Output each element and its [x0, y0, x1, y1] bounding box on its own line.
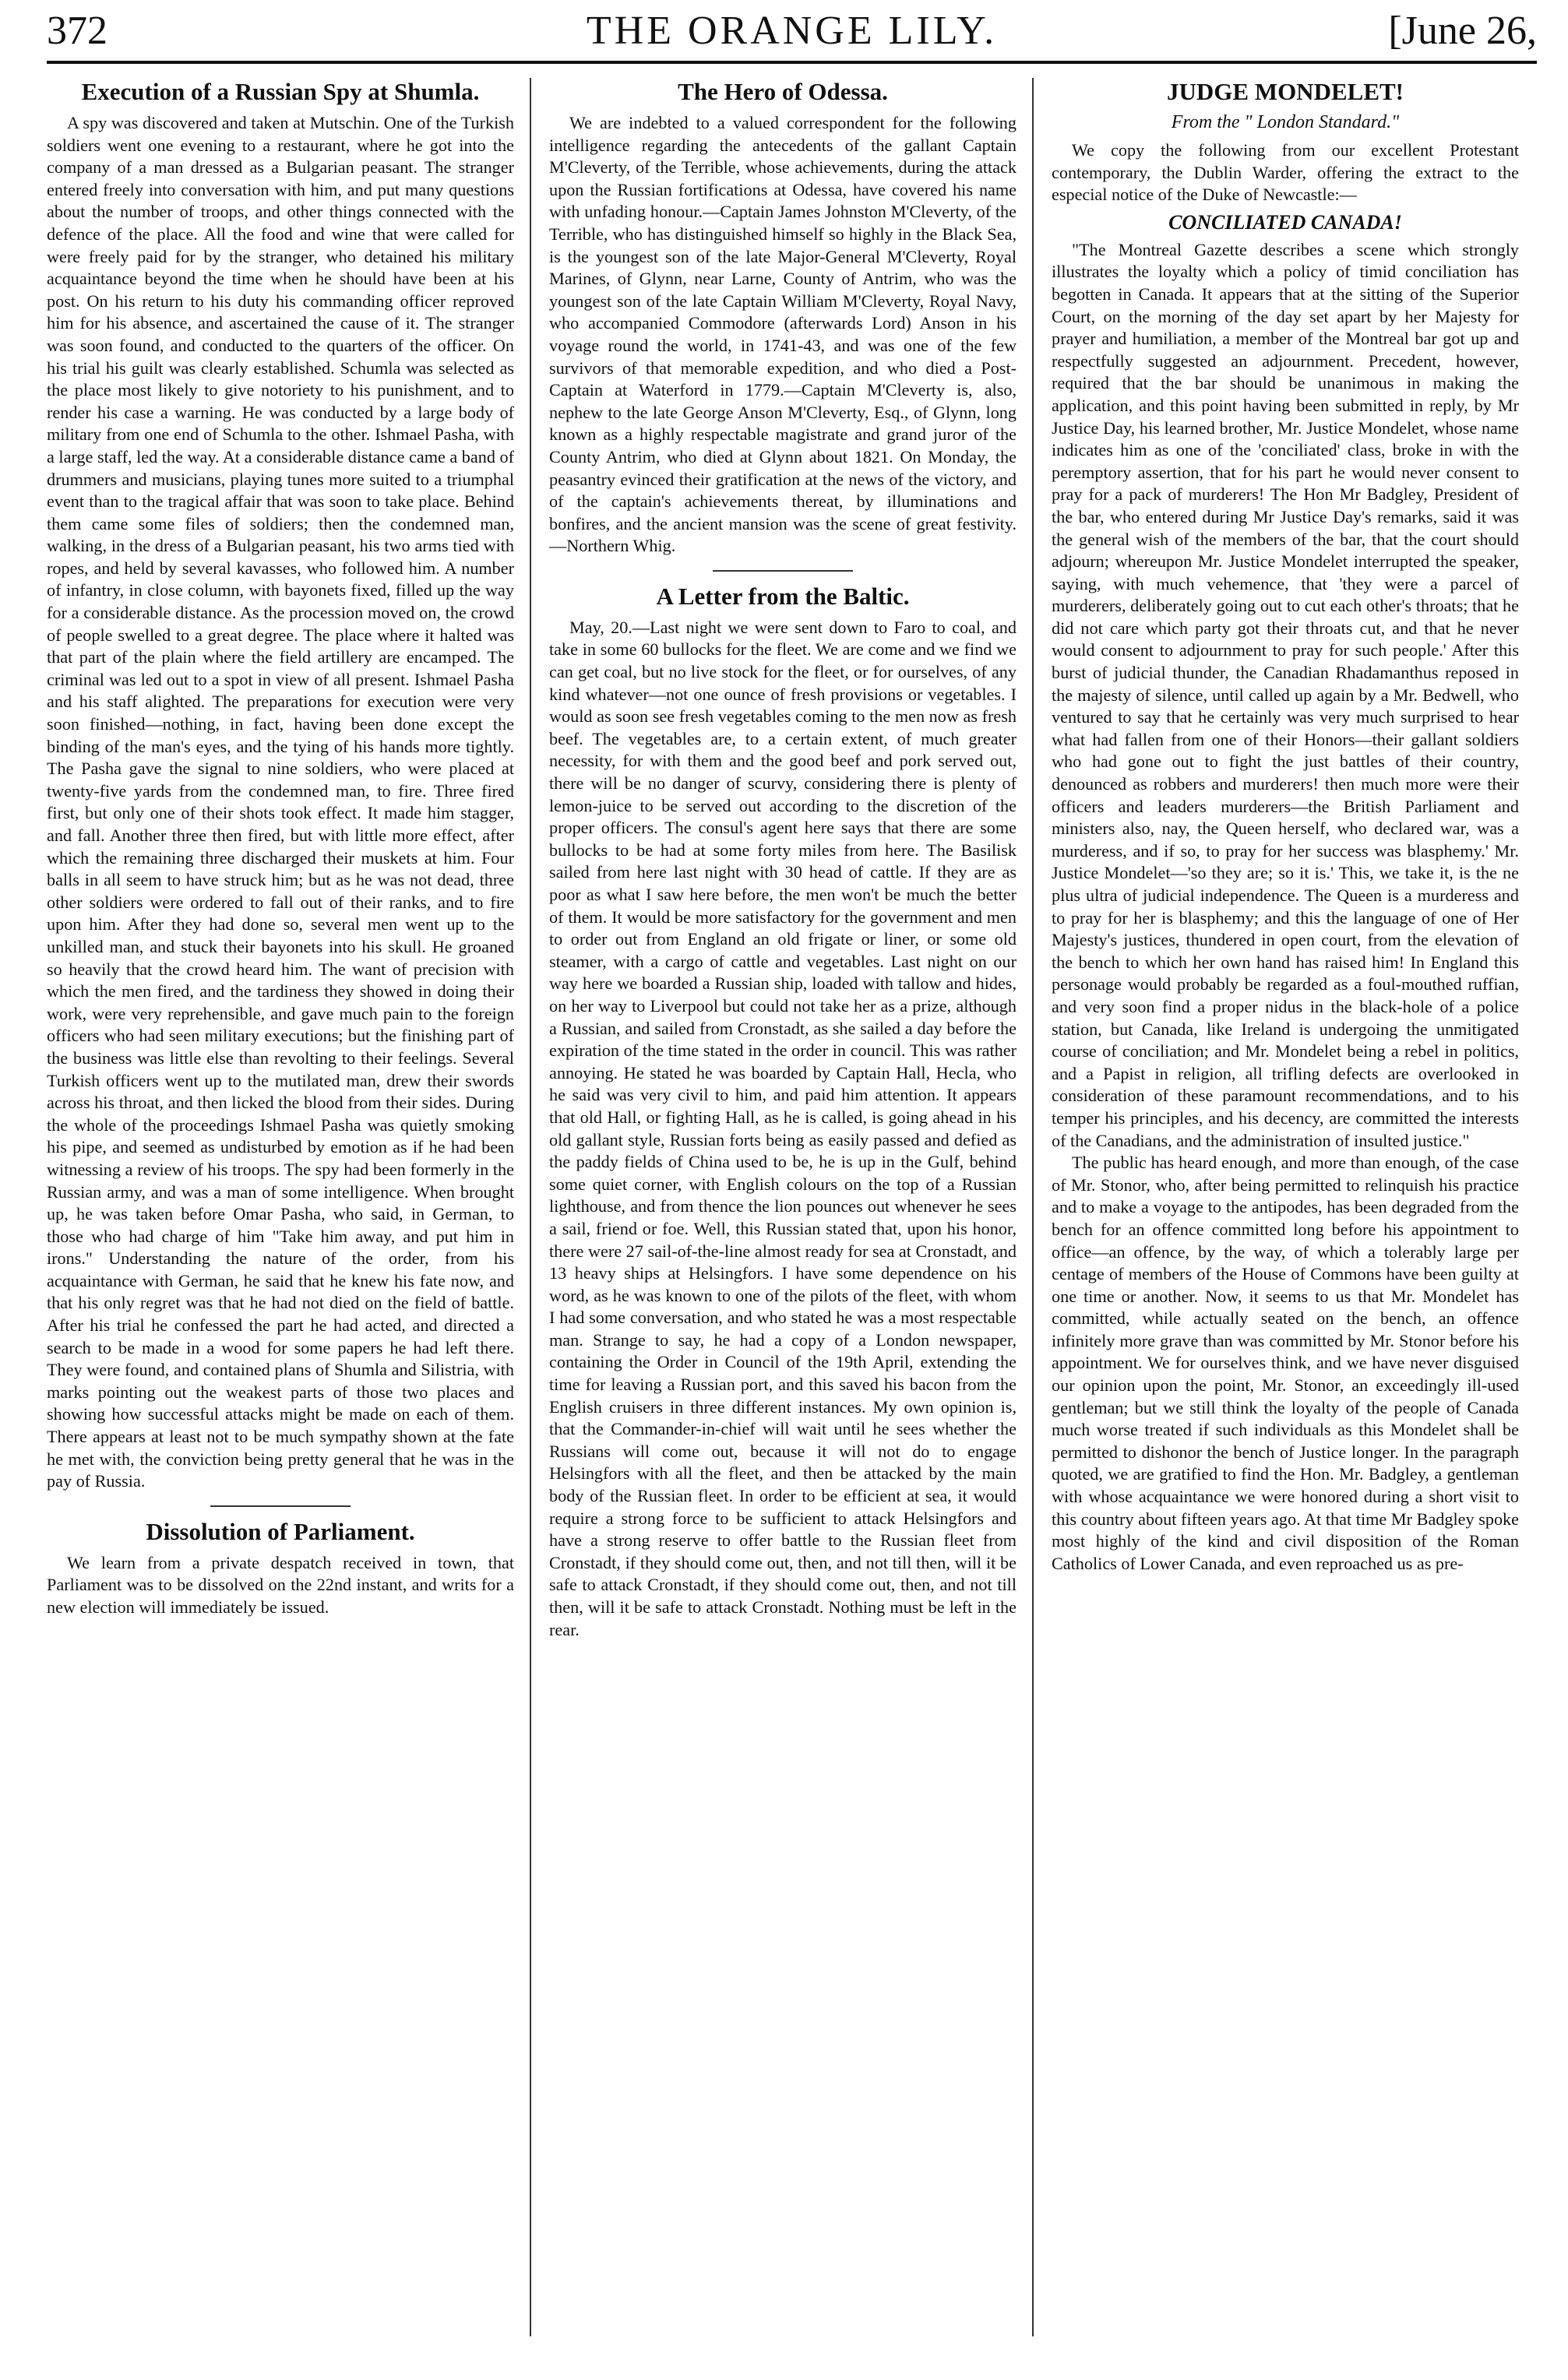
- article-judge-mondelet: [1052, 78, 1519, 1575]
- article-paragraph: We learn from a private despatch received in town, that Parliament was to be dissolved on the 22nd instant, and writs for a new election will immediately be issued.: [47, 1552, 514, 1617]
- column-3: [1052, 78, 1519, 2336]
- issue-date: [June 26,: [1388, 9, 1537, 53]
- article-paragraph: We are indebted to a valued correspondent for the following intelligence regarding the antecedents of the gallant Captain M'Cleverty, of the Terrible, whose achievements, during the attack upon the Russian fortifications at Odessa, have covered his name with unfading honour.—Captain James Johnston M'Cleverty, of the Terrible, who has distinguished himself so highly in the Black Sea, is the youngest son of the late Major-General M'Cleverty, Royal Marines, of Glynn, near Larne, County of Antrim, who was the youngest son of the late Captain William M'Cleverty, Royal Navy, who accompanied Commodore (afterwards Lord) Anson in his voyage round the world, in 1741-43, and was one of the few survivors of that memorable expedition, and who died a Post-Captain at Waterford in 1779.—Captain M'Cleverty is, also, nephew to the late George Anson M'Cleverty, Esq., of Glynn, long known as a highly respectable magistrate and grand juror of the County Antrim, who died at Glynn about 1821. On Monday, the peasantry evinced their gratification at the news of the victory, and of the captain's achievements thereat, by illuminations and bonfires, and the ancient mansion was the scene of great festivity.—Northern Whig.: [549, 113, 1017, 556]
- article-dissolution: [47, 1518, 514, 1619]
- masthead: [47, 6, 1537, 56]
- article-paragraph: We copy the following from our excellent Protestant contemporary, the Dublin Warder, offering the extract to the especial notice of the Duke of Newcastle:—: [1052, 140, 1519, 205]
- headline: Execution of a Russian Spy at Shumla.: [81, 78, 480, 105]
- article-paragraph: The public has heard enough, and more than enough, of the case of Mr. Stonor, who, after being permitted to relinquish his practice and to make a voyage to the antipodes, has been degraded from the bench for an offence committed long before his appointment to office—an offence, by the way, of which a tolerably large per centage of members of the House of Commons have been guilty at one time or another. Now, it seems to us that Mr. Mondelet has committed, while actually seated on the bench, an offence infinitely more grave than was committed by Mr. Stonor before his appointment. We for ourselves think, and we have never disguised our opinion upon the point, Mr. Stonor, an exceedingly ill-used gentleman; but we still think the loyalty of the people of Canada much worse treated if such individuals as this Mondelet shall be permitted to dishonor the bench of Justice longer. In the paragraph quoted, we are gratified to find the Hon. Mr. Badgley, a gentleman with whose acquaintance we were honored during a short visit to this country about fifteen years ago. At that time Mr Badgley spoke most highly of the kind and civil disposition of the Roman Catholics of Lower Canada, and even reproached us as pre-: [1052, 1153, 1519, 1573]
- headline: JUDGE MONDELET!: [1167, 78, 1404, 105]
- article-separator: [713, 570, 853, 572]
- article-paragraph: May, 20.—Last night we were sent down to Faro to coal, and take in some 60 bullocks for the fleet. We are come and we find we can get coal, but no live stock for the fleet, or for ourselves, of any kind whatever—not one ounce of fresh provisions or vegetables. I would as soon see fresh vegetables coming to the men now as fresh beef. The vegetables are, to a certain extent, of much greater necessity, for with them and the good beef and pork served out, there will be no danger of scurvy, considering there is plenty of lemon-juice to be served out according to the discretion of the proper officers. The consul's agent here says that there are some bullocks to be had at some forty miles from here. The Basilisk sailed from here last night with 30 head of cattle. If they are as poor as what I saw here before, the men won't be much the better of them. It would be more satisfactory for the government and men to order out from England an old frigate or liner, or some old steamer, with a cargo of cattle and vegetables. Last night on our way here we boarded a Russian ship, loaded with tallow and hides, on her way to Liverpool but could not take her as a prize, although a Russian, and sailed from Cronstadt, as she sailed a day before the expiration of the time stated in the order in council. This was rather annoying. He stated he was boarded by Captain Hall, Hecla, who he said was very civil to him, and paid him attention. It appears that old Hall, or fighting Hall, as he is called, is going ahead in his old gallant style, Russian forts being as easily passed and defied as the paddy fields of China used to be, he is up in the Gulf, behind some quiet corner, with English colours on the top of a Russian lighthouse, and from thence the lion pounces out whenever he sees a sail, friend or foe. Well, this Russian stated that, upon his honor, there were 27 sail-of-the-line almost ready for sea at Cronstadt, and 13 heavy ships at Helsingfors. I have some dependence on his word, as he was known to one of the pilots of the fleet, with whom I had some conversation, and who stated he was a most respectable man. Strange to say, he had a copy of a London newspaper, containing the Order in Council of the 19th April, extending the time for leaving a Russian port, and this saved his bacon from the English cruisers in three different instances. My own opinion is, that the Commander-in-chief will wait until he sees whether the Russians will come out, because it will not do to engage Helsingfors with all the fleet, and then be attacked by the main body of the Russian fleet. In order to be efficient at sea, it would require a strong force to be sufficient to attack Helsingfors and have a strong reserve to offer battle to the Russian fleet from Cronstadt, if they should come out, then, and not till then, will it be safe to attack Cronstadt, if they should come out, then, and not till then, will it be safe to attack Cronstadt. Nothing must be left in the rear.: [549, 617, 1017, 1639]
- column-divider: [530, 78, 531, 2336]
- subheadline: CONCILIATED CANADA!: [1168, 210, 1402, 234]
- page-number: 372: [47, 9, 107, 53]
- headline: Dissolution of Parliament.: [146, 1517, 415, 1545]
- byline: From the " London Standard.": [1171, 112, 1400, 132]
- column-1: [47, 78, 514, 2336]
- article-paragraph: "The Montreal Gazette describes a scene which strongly illustrates the loyalty which a policy of timid conciliation has begotten in Canada. It appears that at the sitting of the Superior Court, on the morning of the day set apart by her Majesty for prayer and humiliation, a member of the Montreal bar got up and respectfully suggested an adjournment. Precedent, however, required that the bar should be unanimous in making the application, and this point having been submitted in reply, by Mr Justice Day, his learned brother, Mr. Justice Mondelet, whose name indicates him as one of the 'conciliated' class, broke in with the peremptory assertion, that for his part he would never consent to pray for a pack of murderers! The Hon Mr Badgley, President of the bar, who entered during Mr Justice Day's remarks, said it was the general wish of the members of the bar, that the court should adjourn; whereupon Mr. Justice Mondelet interrupted the speaker, saying, with much vehemence, that 'they were a parcel of murderers, deliberately going out to cut each other's throats; that he did not care which party got their throats cut, and that he never would consent to adjournment to pray for such people.' After this burst of judicial thunder, the Canadian Rhadamanthus reposed in the majesty of silence, until called up again by a Mr. Bedwell, who ventured to say that he certainly was very much surprised to hear what had fallen from one of their Honors—their gallant soldiers who had gone out to fight the just battles of their country, denounced as robbers and murderers! then much more were their officers and leaders murderers—the British Parliament and ministers also, nay, the Queen herself, who declared war, was a murderess, and if so, to pray for her success was blasphemy.' Mr. Justice Mondelet—'so they are; so it is.' This, we take it, is the ne plus ultra of judicial independence. The Queen is a murderess and to pray for her is blasphemy; and this the language of one of Her Majesty's justices, thundered in open court, from the elevation of the bench to which her own hand has raised him! In England this personage would probably be regarded as a foul-mouthed ruffian, and very soon find a proper nidus in the black-hole of a police station, but Canada, like Ireland is undergoing the unmitigated course of conciliation; and Mr. Mondelet being a rebel in politics, and a Papist in religion, all trifling defects are overlooked in consideration of these paramount recommendations, and to his temper his principles, and his decency, are committed the interests of the Canadians, and the administration of insulted justice.": [1052, 239, 1519, 1150]
- article-letter-baltic: [549, 583, 1017, 1641]
- column-2: [549, 78, 1017, 2336]
- headline: The Hero of Odessa.: [678, 78, 888, 105]
- paper-title: THE ORANGE LILY.: [586, 9, 998, 53]
- masthead-rule: [47, 61, 1537, 64]
- article-hero-of-odessa: [549, 78, 1017, 558]
- article-separator: [210, 1505, 351, 1507]
- article-russian-spy: [47, 78, 514, 1493]
- headline: A Letter from the Baltic.: [656, 582, 910, 610]
- column-divider: [1032, 78, 1034, 2336]
- article-paragraph: A spy was discovered and taken at Mutschin. One of the Turkish soldiers went one evening to a restaurant, where he got into the company of a man dressed as a Bulgarian peasant. The stranger entered freely into conversation with him, and put many questions about the number of troops, and other things connected with the defence of the place. All the food and wine that were called for were freely paid for by the stranger, who detained his military acquaintance beyond the time when he should have been at his post. On his return to his duty his commanding officer reproved him for his absence, and ascertained the cause of it. The stranger was soon found, and conducted to the quarters of the officer. On his trial his guilt was clearly established. Schumla was selected as the place most likely to give notoriety to his punishment, and to render his case a warning. He was conducted by a large body of military from one end of Schumla to the other. Ishmael Pasha, with a large staff, led the way. At a considerable distance came a band of drummers and musicians, playing tunes more suited to a triumphal event than to the tragical affair that was soon to take place. Behind them came some files of soldiers; then the condemned man, walking, in the dress of a Bulgarian peasant, his two arms tied with ropes, and held by several kavasses, who followed him. A number of infantry, in close column, with bayonets fixed, filled up the way for a considerable distance. As the procession moved on, the crowd of people swelled to a great degree. The place where it halted was that part of the plain where the field artillery are encamped. The criminal was led out to a spot in view of all present. Ishmael Pasha and his staff alighted. The preparations for execution were very soon finished—nothing, in fact, having been done except the binding of the man's eyes, and the tying of his hands more tightly. The Pasha gave the signal to nine soldiers, who were placed at twenty-five yards from the condemned man, to fire. Three fired first, but only one of their shots took effect. It made him stagger, and fall. Another three then fired, but with little more effect, after which the remaining three discharged their muskets at him. Four balls in all seem to have struck him; but as he was not dead, three other soldiers were ordered to fall out of their ranks, and to fire upon him. After they had done so, several men went up to the unkilled man, and stuck their bayonets into his skull. He groaned so heavily that the crowd heard him. The want of precision with which the men fired, and the tardiness they showed in doing their work, were very reprehensible, and gave much pain to the foreign officers who had seen military executions; but the finishing part of the business was little else than revolting to their feelings. Several Turkish officers went up to the mutilated man, drew their swords across his throat, and then licked the blood from their sides. During the whole of the proceedings Ishmael Pasha was quietly smoking his pipe, and seemed as undisturbed by emotion as if he had been witnessing a review of his troops. The spy had been formerly in the Russian army, and was a man of some intelligence. When brought up, he was taken before Omar Pasha, who said, in German, to those who had charge of him "Take him away, and put him in irons." Understanding the nature of the order, from his acquaintance with German, he said that he knew his fate now, and that his only regret was that he had not died on the field of battle. After his trial he confessed the part he had acted, and directed a search to be made in a wood for some papers he had left there. They were found, and contained plans of Shumla and Silistria, with marks pointing out the weakest parts of those two places and showing how successful attacks might be made on each of them. There appears at least not to be much sympathy shown at the fate he met with, the conviction being pretty general that he was in the pay of Russia.: [47, 113, 514, 1491]
